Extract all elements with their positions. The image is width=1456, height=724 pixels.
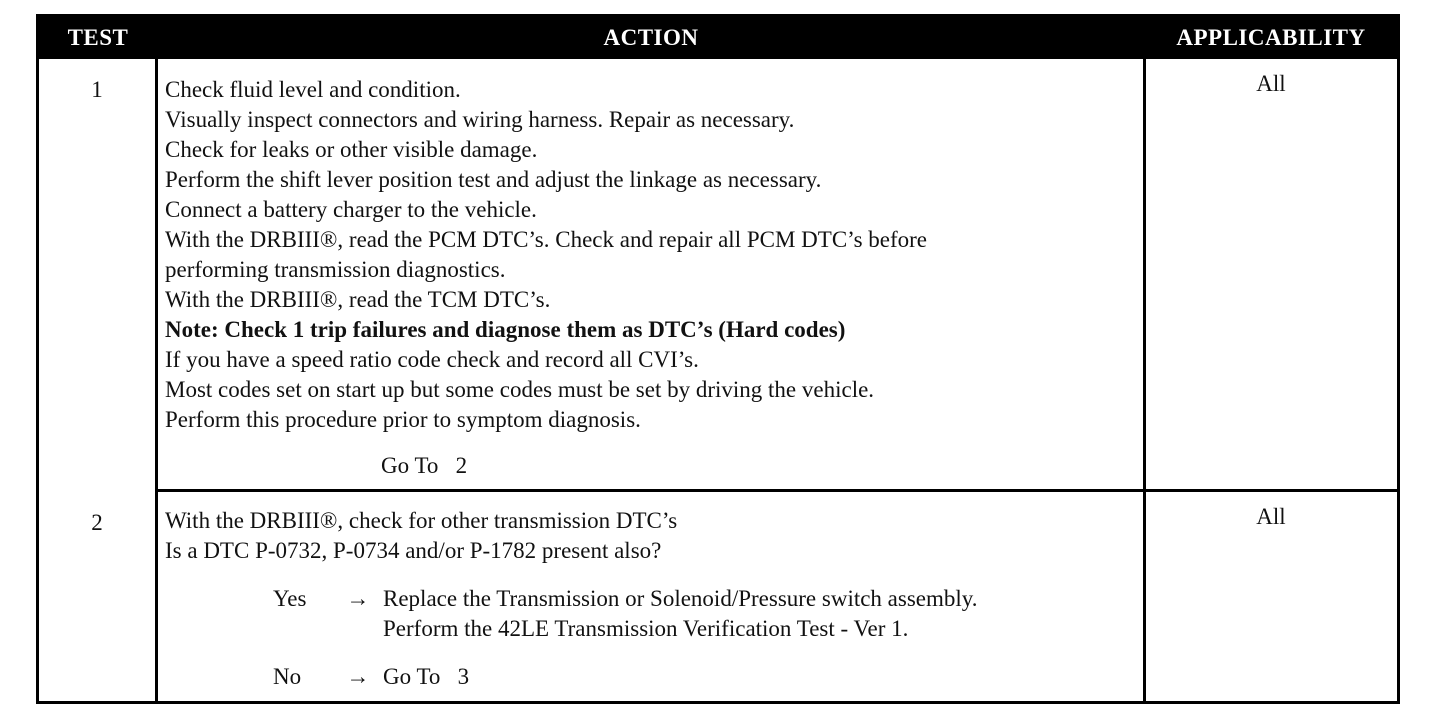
arrow-right-icon: →	[346, 586, 370, 611]
action-line: Check fluid level and condition.	[165, 77, 461, 102]
action-line: Visually inspect connectors and wiring harness. Repair as necessary.	[165, 107, 795, 132]
yes-text	[383, 584, 1140, 644]
no-text: Go To 3	[383, 664, 470, 689]
yes-label: Yes	[273, 586, 307, 611]
action-line: Connect a battery charger to the vehicle.	[165, 197, 537, 222]
applicability-cell: All	[1256, 504, 1286, 529]
action-line: Check for leaks or other visible damage.	[165, 137, 538, 162]
action-line: Most codes set on start up but some codes must be set by driving the vehicle.	[165, 377, 875, 402]
table-row	[39, 492, 1397, 701]
action-line: Is a DTC P-0732, P-0734 and/or P-1782 present also?	[165, 538, 662, 563]
applicability-cell: All	[1256, 71, 1286, 96]
arrow-right-icon: →	[346, 664, 370, 689]
header-action: ACTION	[603, 25, 699, 50]
table-header	[39, 17, 1397, 59]
test-number: 1	[91, 77, 103, 102]
yes-text-line: Perform the 42LE Transmission Verification Test - Ver 1.	[383, 616, 909, 641]
test-number: 2	[91, 510, 103, 535]
action-line: performing transmission diagnostics.	[165, 257, 506, 282]
table-row	[39, 59, 1397, 489]
no-label: No	[273, 664, 302, 689]
yes-branch	[165, 584, 1140, 644]
action-line: With the DRBIII®, read the TCM DTC’s.	[165, 287, 551, 312]
action-line: Perform the shift lever position test and adjust the linkage as necessary.	[165, 167, 822, 192]
note-line: Note: Check 1 trip failures and diagnose them as DTC’s (Hard codes)	[165, 317, 846, 342]
action-line: Perform this procedure prior to symptom diagnosis.	[165, 407, 641, 432]
goto-step: Go To 2	[381, 453, 468, 478]
diagnostic-table	[36, 14, 1400, 704]
action-line: If you have a speed ratio code check and record all CVI’s.	[165, 347, 699, 372]
action-cell	[165, 75, 1140, 481]
no-branch	[165, 662, 1140, 692]
action-cell	[165, 506, 1140, 692]
header-applicability: APPLICABILITY	[1176, 25, 1366, 50]
header-test: TEST	[67, 25, 129, 50]
action-line: With the DRBIII®, read the PCM DTC’s. Check and repair all PCM DTC’s before	[165, 227, 927, 252]
action-line: With the DRBIII®, check for other transmission DTC’s	[165, 508, 678, 533]
yes-text-line: Replace the Transmission or Solenoid/Pressure switch assembly.	[383, 586, 978, 611]
